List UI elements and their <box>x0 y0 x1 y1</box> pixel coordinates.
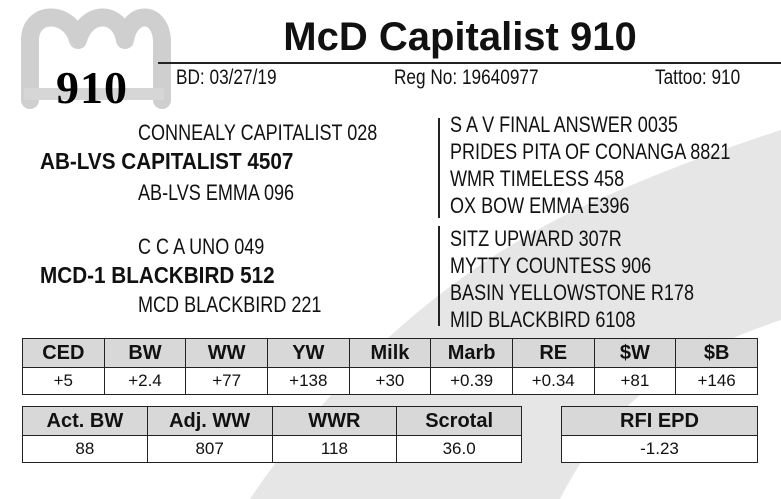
sire-dam: AB-LVS EMMA 096 <box>138 180 295 205</box>
epd-header: Milk <box>349 339 431 368</box>
epd-value: +0.39 <box>431 368 513 395</box>
performance-value: 36.0 <box>397 436 522 463</box>
performance-value: 807 <box>147 436 272 463</box>
dam-dam: MCD BLACKBIRD 221 <box>138 292 322 317</box>
dam: MCD-1 BLACKBIRD 512 <box>40 262 275 288</box>
right-ancestor: PRIDES PITA OF CONANGA 8821 <box>450 139 731 164</box>
epd-header: RE <box>512 339 594 368</box>
performance-value: 88 <box>23 436 148 463</box>
epd-header: Marb <box>431 339 513 368</box>
epd-header: $B <box>676 339 758 368</box>
performance-header: WWR <box>272 407 397 436</box>
right-ancestor: MID BLACKBIRD 6108 <box>450 307 636 332</box>
page-title: McD Capitalist 910 <box>283 15 637 59</box>
rfi-value: -1.23 <box>562 436 758 463</box>
performance-table <box>22 406 522 463</box>
right-ancestor: WMR TIMELESS 458 <box>450 166 625 191</box>
epd-header-row <box>23 339 758 368</box>
performance-value-row <box>23 436 522 463</box>
performance-value: 118 <box>272 436 397 463</box>
performance-header: Scrotal <box>397 407 522 436</box>
performance-header: Adj. WW <box>147 407 272 436</box>
epd-header: $W <box>594 339 676 368</box>
epd-header: BW <box>104 339 186 368</box>
dam-sire: C C A UNO 049 <box>138 234 265 259</box>
epd-value: +30 <box>349 368 431 395</box>
right-ancestor: S A V FINAL ANSWER 0035 <box>450 112 678 137</box>
sire: AB-LVS CAPITALIST 4507 <box>40 148 294 174</box>
registration-number: Reg No: 19640977 <box>394 66 539 89</box>
epd-value-row <box>23 368 758 395</box>
tattoo: Tattoo: 910 <box>655 66 741 89</box>
pedigree-bracket-bottom <box>438 226 440 326</box>
right-ancestor: MYTTY COUNTESS 906 <box>450 253 652 278</box>
epd-value: +0.34 <box>512 368 594 395</box>
right-ancestor: OX BOW EMMA E396 <box>450 193 630 218</box>
rfi-header: RFI EPD <box>562 407 758 436</box>
pedigree-bracket-top <box>438 118 440 218</box>
epd-value: +5 <box>23 368 105 395</box>
epd-value: +2.4 <box>104 368 186 395</box>
epd-value: +81 <box>594 368 676 395</box>
epd-header: CED <box>23 339 105 368</box>
epd-header: WW <box>186 339 268 368</box>
performance-header: Act. BW <box>23 407 148 436</box>
performance-header-row <box>23 407 522 436</box>
epd-header: YW <box>267 339 349 368</box>
lot-number: 910 <box>56 62 128 113</box>
sire-sire: CONNEALY CAPITALIST 028 <box>138 120 378 145</box>
epd-value: +138 <box>267 368 349 395</box>
rfi-table <box>561 406 758 463</box>
right-ancestor: BASIN YELLOWSTONE R178 <box>450 280 694 305</box>
epd-table <box>22 338 758 395</box>
epd-value: +146 <box>676 368 758 395</box>
right-ancestor: SITZ UPWARD 307R <box>450 226 622 251</box>
epd-value: +77 <box>186 368 268 395</box>
title-divider <box>158 62 781 64</box>
birth-date: BD: 03/27/19 <box>176 66 277 89</box>
